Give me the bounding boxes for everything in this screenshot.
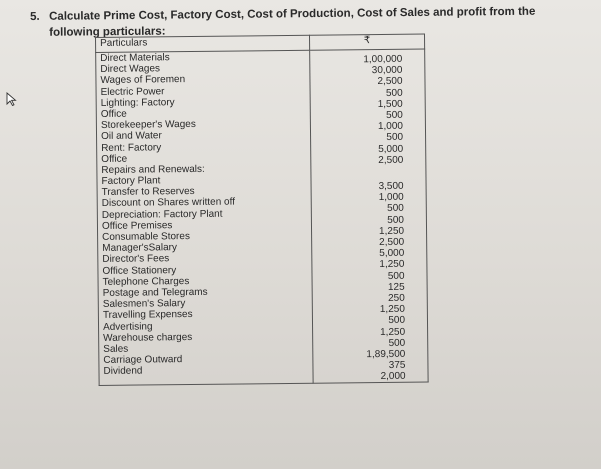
row-label: Office Premises bbox=[101, 220, 173, 232]
row-amount: 500 bbox=[386, 109, 403, 121]
row-label: Dividend bbox=[103, 365, 143, 378]
row-amount: 1,000 bbox=[377, 120, 404, 133]
row-amount: 500 bbox=[386, 132, 404, 144]
amount-header: ₹ bbox=[309, 34, 424, 50]
row-amount: 5,000 bbox=[378, 143, 404, 155]
row-label: Office bbox=[101, 153, 128, 165]
row-amount: 500 bbox=[388, 337, 406, 349]
row-amount: 375 bbox=[388, 359, 406, 372]
row-label: Direct Materials bbox=[100, 52, 170, 64]
row-label: Postage and Telegrams bbox=[102, 286, 208, 299]
row-amount: 500 bbox=[387, 270, 405, 282]
row-amount: 125 bbox=[387, 281, 405, 293]
particulars-table-wrapper bbox=[95, 34, 429, 463]
row-amount: 2,500 bbox=[378, 154, 404, 166]
question-line-2: following particulars: bbox=[49, 25, 166, 39]
row-amount: 2,500 bbox=[379, 236, 405, 249]
question-number: 5. bbox=[30, 10, 40, 23]
row-amount: 500 bbox=[387, 203, 404, 215]
amount-column bbox=[310, 49, 428, 384]
row-label: Salesmen's Salary bbox=[102, 298, 186, 311]
particulars-header: Particulars bbox=[96, 35, 310, 52]
row-label: Office Stationery bbox=[102, 264, 177, 277]
row-label: Repairs and Renewals: bbox=[101, 163, 205, 176]
row-label: Transfer to Reserves bbox=[101, 186, 195, 199]
row-label: Oil and Water bbox=[100, 130, 162, 143]
row-amount: 2,500 bbox=[377, 76, 403, 88]
row-amount: 30,000 bbox=[371, 64, 403, 77]
row-label: Discount on Shares written off bbox=[101, 196, 236, 210]
row-label: Office bbox=[100, 108, 127, 120]
row-amount: 250 bbox=[388, 292, 405, 304]
row-label: Advertising bbox=[102, 320, 153, 333]
row-amount: 5,000 bbox=[379, 247, 405, 260]
row-label: Sales bbox=[103, 343, 129, 355]
row-amount: 1,250 bbox=[379, 303, 405, 316]
row-label: Storekeeper's Wages bbox=[100, 119, 196, 132]
row-label: Travelling Expenses bbox=[102, 309, 193, 322]
row-label: Manager'sSalary bbox=[102, 242, 178, 255]
row-label: Factory Plant bbox=[101, 175, 161, 188]
row-label: Telephone Charges bbox=[102, 275, 190, 288]
row-amount: 1,250 bbox=[380, 326, 406, 338]
row-label: Rent: Factory bbox=[101, 141, 162, 154]
row-amount: 1,250 bbox=[378, 225, 405, 237]
particulars-column bbox=[96, 50, 313, 386]
row-amount: 1,00,000 bbox=[363, 53, 403, 66]
table-body-row bbox=[96, 49, 428, 386]
row-amount bbox=[315, 170, 403, 182]
row-amount: 500 bbox=[385, 87, 403, 99]
question-line1-text: Calculate Prime Cost, Factory Cost, Cost of Production, Cost of Sales and profit from the bbox=[49, 5, 536, 23]
row-amount: 3,500 bbox=[378, 180, 404, 193]
row-label: Wages of Foremen bbox=[100, 74, 186, 87]
particulars-table bbox=[95, 34, 429, 387]
row-label: Warehouse charges bbox=[103, 331, 193, 344]
row-amount: 1,000 bbox=[378, 192, 404, 204]
row-label: Direct Wages bbox=[100, 63, 161, 76]
row-amount: 1,500 bbox=[377, 98, 403, 110]
row-label: Consumable Stores bbox=[102, 231, 190, 243]
row-amount: 1,89,500 bbox=[366, 348, 406, 361]
row-label: Depreciation: Factory Plant bbox=[101, 208, 223, 221]
row-label: Director's Fees bbox=[102, 253, 170, 266]
row-amount: 1,250 bbox=[379, 259, 405, 271]
row-amount: 2,000 bbox=[380, 371, 406, 383]
row-label: Electric Power bbox=[100, 85, 165, 98]
row-amount: 500 bbox=[388, 315, 406, 327]
row-label: Lighting: Factory bbox=[100, 96, 175, 109]
row-amount: 500 bbox=[387, 214, 404, 226]
mouse-pointer-icon bbox=[6, 92, 18, 106]
row-label: Carriage Outward bbox=[103, 354, 183, 366]
